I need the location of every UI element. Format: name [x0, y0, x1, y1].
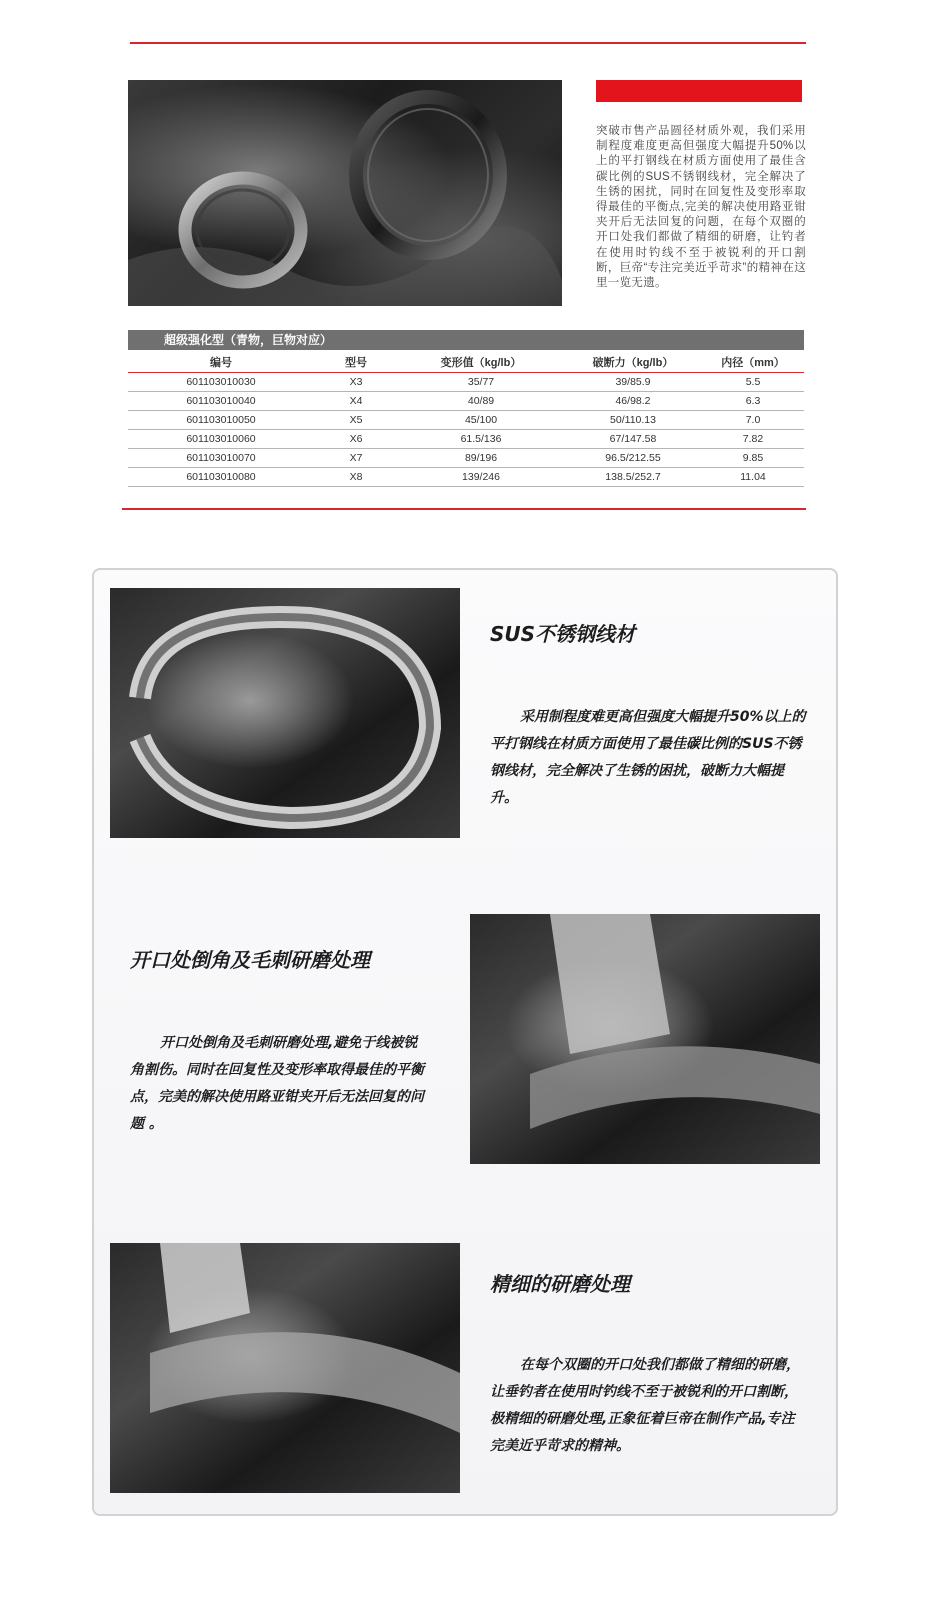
cell-code: 601103010060 [128, 430, 314, 449]
cell-deformation: 89/196 [398, 449, 564, 468]
cell-model: X5 [314, 411, 398, 430]
table-row [128, 468, 804, 487]
cell-deformation: 45/100 [398, 411, 564, 430]
accent-bar [596, 80, 802, 102]
feature-body-deburring: 开口处倒角及毛刺研磨处理,避免于线被锐角割伤。同时在回复性及变形率取得最佳的平衡点，完美的解决使用路亚钳夹开后无法回复的问题 。 [130, 1035, 424, 1132]
cell-inner-diameter: 5.5 [702, 373, 804, 392]
table-row [128, 430, 804, 449]
table-row [128, 373, 804, 392]
cell-breaking-force: 39/85.9 [564, 373, 702, 392]
table-row [128, 449, 804, 468]
ring-closeup-illustration [110, 588, 460, 838]
feature-body-sus-wire: 采用制程度难更高但强度大幅提升50%以上的平打钢线在材质方面使用了最佳碳比例的SUS不锈钢线材，完全解决了生锈的困扰，破断力大幅提升。 [490, 709, 806, 806]
header-deformation: 变形值（kg/lb） [398, 351, 564, 373]
cell-deformation: 139/246 [398, 468, 564, 487]
feature-photo-fine-grinding [110, 1243, 460, 1493]
header-inner-diameter: 内径（mm） [702, 351, 804, 373]
cell-model: X8 [314, 468, 398, 487]
feature-title-fine-grinding: 精细的研磨处理 [490, 1272, 630, 1296]
cell-inner-diameter: 6.3 [702, 392, 804, 411]
cell-deformation: 61.5/136 [398, 430, 564, 449]
cell-code: 601103010050 [128, 411, 314, 430]
cell-inner-diameter: 7.0 [702, 411, 804, 430]
table-row [128, 392, 804, 411]
cell-model: X3 [314, 373, 398, 392]
cell-code: 601103010040 [128, 392, 314, 411]
cell-model: X7 [314, 449, 398, 468]
cell-code: 601103010070 [128, 449, 314, 468]
cell-inner-diameter: 9.85 [702, 449, 804, 468]
cell-deformation: 40/89 [398, 392, 564, 411]
cell-code: 601103010030 [128, 373, 314, 392]
cell-breaking-force: 50/110.13 [564, 411, 702, 430]
cell-inner-diameter: 7.82 [702, 430, 804, 449]
split-rings-illustration [128, 80, 562, 306]
table-row [128, 411, 804, 430]
cell-deformation: 35/77 [398, 373, 564, 392]
feature-photo-sus-wire [110, 588, 460, 838]
feature-title-deburring: 开口处倒角及毛刺研磨处理 [130, 948, 370, 972]
spec-table-header-row [128, 351, 804, 373]
top-divider [130, 42, 806, 44]
cell-model: X6 [314, 430, 398, 449]
header-code: 编号 [128, 351, 314, 373]
feature-body-fine-grinding: 在每个双圈的开口处我们都做了精细的研磨，让垂钓者在使用时钓线不至于被锐利的开口割断，极精细的研磨处理,正象征着巨帝在制作产品,专注完美近乎苛求的精神。 [490, 1357, 800, 1454]
feature-title-sus-wire: SUS不锈钢线材 [490, 622, 636, 646]
cell-code: 601103010080 [128, 468, 314, 487]
spec-table-title: 超级强化型（青物，巨物对应） [128, 330, 804, 350]
cell-breaking-force: 46/98.2 [564, 392, 702, 411]
cell-inner-diameter: 11.04 [702, 468, 804, 487]
cell-breaking-force: 138.5/252.7 [564, 468, 702, 487]
cell-breaking-force: 96.5/212.55 [564, 449, 702, 468]
cell-model: X4 [314, 392, 398, 411]
section-divider [122, 508, 806, 510]
header-breaking-force: 破断力（kg/lb） [564, 351, 702, 373]
intro-paragraph: 突破市售产品圆径材质外观，我们采用制程度难度更高但强度大幅提升50%以上的平打钢线在材质方面使用了最佳含碳比例的SUS不锈钢线材，完全解决了生锈的困扰，同时在回复性及变形率取得最佳的平衡点,完美的解决使用路亚钳夹开后无法回复的问题，在每个双圈的开口处我们都做了精细的研磨，让钓者在使用时钓线不至于被锐利的开口割断，巨帝“专注完美近乎苛求”的精神在这里一览无遗。 [596, 125, 806, 290]
header-model: 型号 [314, 351, 398, 373]
feature-photo-deburring [470, 914, 820, 1164]
spec-table [128, 351, 804, 487]
ring-grinding-illustration [110, 1243, 460, 1493]
ring-opening-illustration [470, 914, 820, 1164]
cell-breaking-force: 67/147.58 [564, 430, 702, 449]
hero-product-photo [128, 80, 562, 306]
